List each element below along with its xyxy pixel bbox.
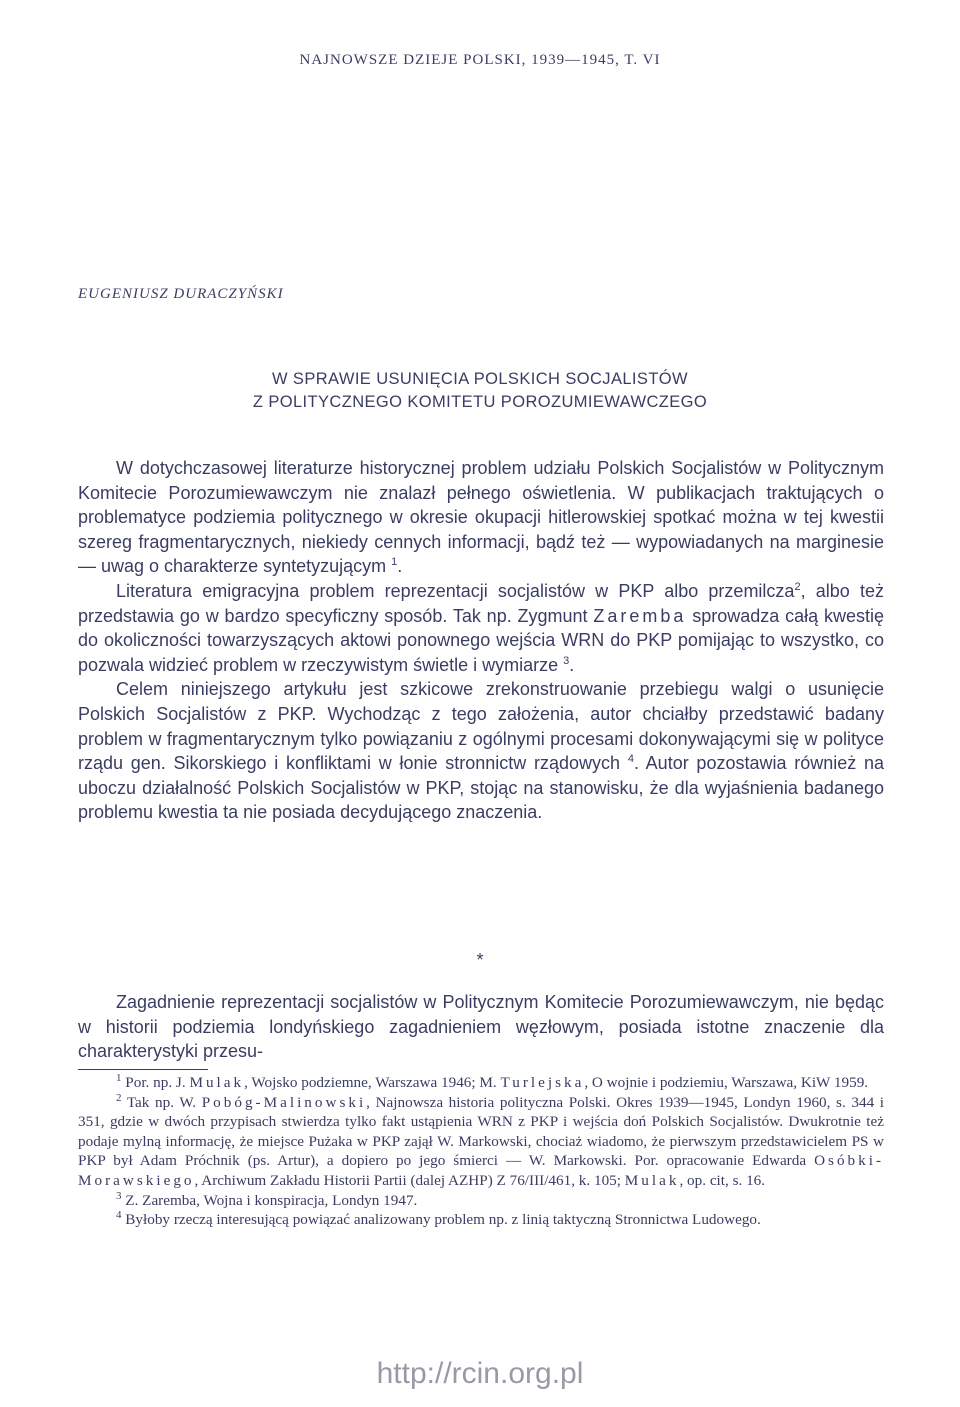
article-title xyxy=(0,368,960,414)
running-head: NAJNOWSZE DZIEJE POLSKI, 1939—1945, T. VI xyxy=(299,52,661,68)
footnote-2-text-d: , op. cit, s. 16. xyxy=(679,1171,766,1189)
footnote-2-text-c: , Archiwum Zakładu Historii Partii (dalej AZHP) Z 76/III/461, k. 105; xyxy=(194,1171,625,1189)
article-body xyxy=(78,456,884,825)
paragraph-1 xyxy=(78,456,884,579)
footnote-2 xyxy=(78,1093,884,1191)
spaced-name-osobka-morawski: Osóbki-Morawskiego xyxy=(78,1152,884,1189)
title-line-2: Z POLITYCZNEGO KOMITETU POROZUMIEWAWCZEGO xyxy=(252,393,708,411)
paragraph-4: Zagadnienie reprezentacji socjalistów w Politycznym Komitecie Porozumiewawczym, nie będąc w historii podziemia londyńskiego zagadnieniem węzłowym, posiada istotne znaczenie dla charakterystyki przesu- xyxy=(78,992,884,1062)
footnote-2-text-b: , Najnowsza historia polityczna Polski. Okres 1939—1945, Londyn 1960, s. 344 i 351, gdzie w dwóch przypisach stwierdza tylko fakt ustąpienia WRN z PKP i wejścia doń Polskich Socjalistów. Dwukrotnie też podaje mylną informację, że miejsce Pużaka w PKP zajął W. Markowski, chociaż wiadomo, że pierwszym przedstawicielem PS w PKP był Adam Próchnik (ps. Artur), a dopiero po jego śmierci — W. Markowski. Por. opracowanie Edwarda xyxy=(78,1093,884,1170)
paragraph-2-end: . xyxy=(569,654,575,675)
paragraph-3 xyxy=(78,677,884,825)
title-line-1: W SPRAWIE USUNIĘCIA POLSKICH SOCJALISTÓW xyxy=(271,370,689,388)
spaced-name-mulak-2: Mulak xyxy=(624,1171,680,1189)
footnote-ref-4: 4 xyxy=(627,753,634,766)
footnote-4-number: 4 xyxy=(116,1209,122,1222)
footnote-1-text-c: , O wojnie i podziemiu, Warszawa, KiW 1959. xyxy=(584,1074,869,1091)
paragraph-2 xyxy=(78,579,884,677)
footnote-divider xyxy=(78,1069,208,1070)
spaced-name-zaremba: Zaremba xyxy=(593,605,687,626)
spaced-name-pobog-malinowski: Pobóg-Malinowski xyxy=(201,1093,367,1111)
footnote-2-text-a: Tak np. W. xyxy=(121,1093,202,1111)
footnote-3-number: 3 xyxy=(116,1189,122,1202)
footnote-4 xyxy=(78,1210,884,1230)
footnote-2-number: 2 xyxy=(116,1091,122,1104)
footnote-ref-1: 1 xyxy=(391,556,398,569)
footnotes xyxy=(78,1073,884,1230)
paragraph-3-text-a: Celem niniejszego artykułu jest szkicowe zrekonstruowanie przebiegu walgi o usunięcie Polskich Socjalistów z PKP. Wychodząc z tego założenia, autor chciałby przedstawić badany problem w fragmentarycznym tylko powiązaniu z ogólnymi procesami dokonywającymi się w polityce rządu gen. Sikorskiego i konfliktami w łonie stronnictw rządowych xyxy=(78,679,884,774)
paragraph-3-text-b: . Autor pozostawia również na uboczu działalność Polskich Socjalistów w PKP, stojąc na stanowisku, że dla wyjaśnienia badanego problemu kwestia ta nie posiada decydującego znaczenia. xyxy=(78,753,884,823)
footnote-3-text: Z. Zaremba, Wojna i konspiracja, Londyn 1947. xyxy=(121,1191,418,1209)
paragraph-1-end: . xyxy=(397,556,403,577)
footnote-1 xyxy=(78,1073,884,1093)
source-url: http://rcin.org.pl xyxy=(376,1357,584,1390)
paragraph-2-text-c: sprowadza całą kwestię do okoliczności towarzyszących aktowi ponownego wejścia WRN do PKP pomijając to wszystko, co pozwala widzieć problem w rzeczywistym świetle i wymiarze xyxy=(78,605,885,675)
footnote-ref-3: 3 xyxy=(563,654,570,667)
footnote-1-number: 1 xyxy=(116,1071,122,1084)
footnote-1-text-a: Por. np. J. xyxy=(121,1074,190,1091)
footnote-3 xyxy=(78,1191,884,1211)
article-body-continued xyxy=(78,990,884,1064)
paragraph-1-text: W dotychczasowej literaturze historycznej problem udziału Polskich Socjalistów w Politycznym Komitecie Porozumiewawczym nie znalazł pełnego oświetlenia. W publikacjach traktujących o problematyce podziemia politycznego w okresie okupacji hitlerowskiej spotkać można w tej kwestii szereg fragmentarycznych, niekiedy cennych informacji, bądź też — wypowiadanych na marginesie — uwag o charakterze syntetyzującym xyxy=(78,458,884,577)
article-author: EUGENIUSZ DURACZYŃSKI xyxy=(78,286,284,302)
spaced-name-turlejska: Turlejska xyxy=(500,1074,585,1091)
footnote-4-text: Byłoby rzeczą interesującą powiązać analizowany problem np. z linią taktyczną Stronnictwa Ludowego. xyxy=(121,1211,761,1229)
spaced-name-mulak: Mulak xyxy=(189,1074,245,1091)
paragraph-2-text-a: Literatura emigracyjna problem reprezentacji socjalistów w PKP albo przemilcza xyxy=(116,580,795,601)
footnote-1-text-b: , Wojsko podziemne, Warszawa 1946; M. xyxy=(244,1074,501,1091)
footnote-ref-2: 2 xyxy=(794,580,801,593)
section-separator: * xyxy=(476,950,484,970)
paragraph-2-text-b: , albo też przedstawia go w bardzo specyficzny sposób. Tak np. Zygmunt xyxy=(78,580,884,626)
